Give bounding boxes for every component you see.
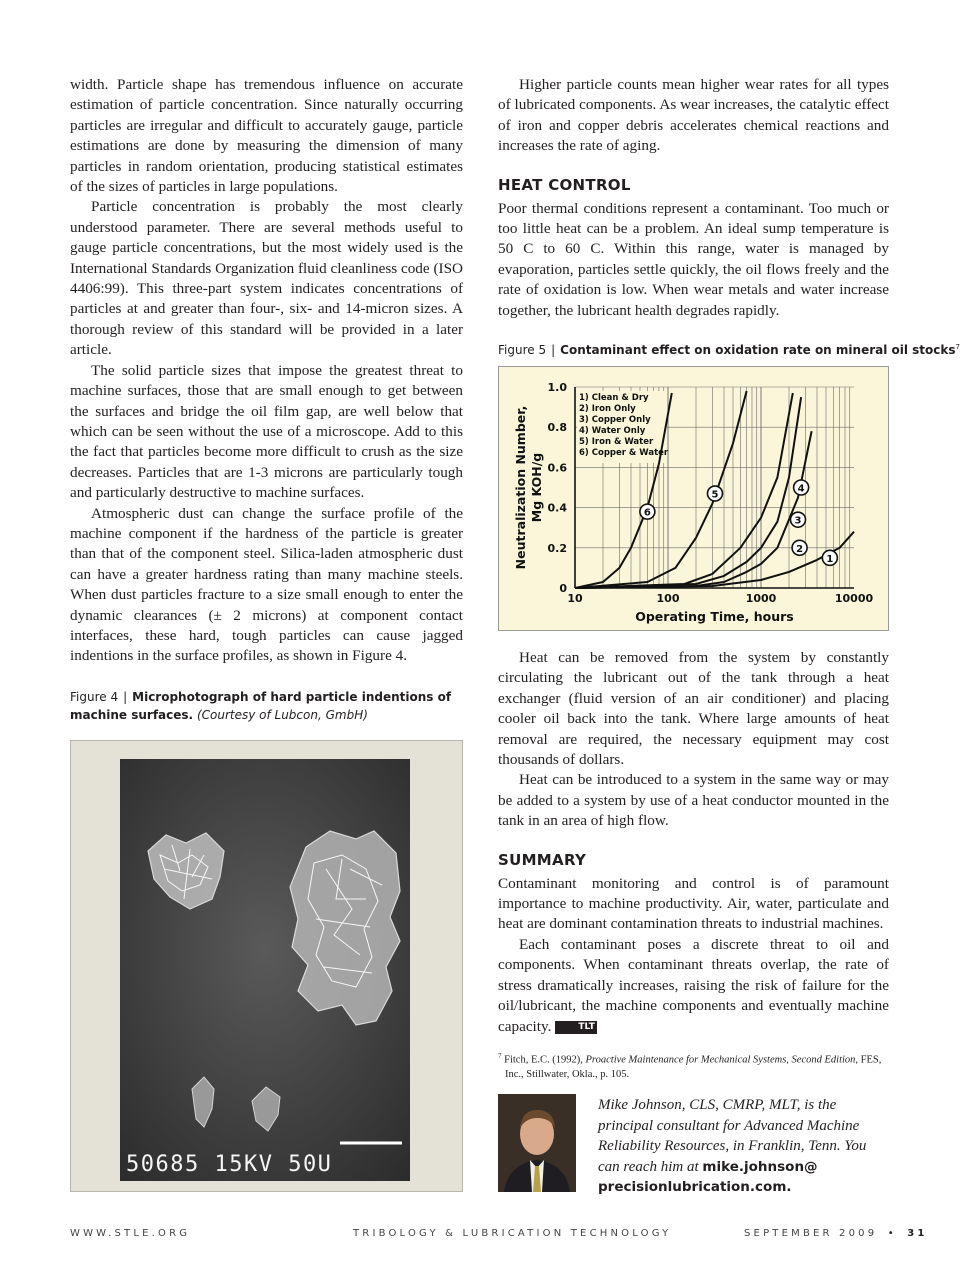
left-paragraph-4: Atmospheric dust can change the surface profile of the machine component if the hardness of the particle is greater than that of the component steel. Silica-laden atmospheric dust can have a greater hardness rating than many machine steels. When dust particles fracture to a size small enough to enter the dynamic clearances (± 2 microns) at component contact interfaces, these hard, tough particles can cause jagged indentions in the surface profiles, as shown in Figure 4. — [70, 504, 463, 665]
right-column-top — [498, 75, 889, 321]
figure-4-caption — [70, 688, 465, 724]
curve-marker-label-2: 2 — [796, 543, 804, 555]
curve-marker-label-6: 6 — [643, 507, 651, 519]
right-paragraph-6-text: Each contaminant poses a discrete threat to oil and components. When contaminant threats overlap, the rate of stress dramatically increases, raising the risk of failure for the oil/lubricant, the machine components and eventually machine capacity. — [498, 935, 889, 1035]
right-column-bottom — [498, 648, 889, 1082]
author-email-1[interactable]: mike.johnson@ — [702, 1158, 818, 1175]
footer-bullet: • — [887, 1228, 897, 1239]
right-paragraph-5: Contaminant monitoring and control is of paramount importance to machine productivity. Air, water, particulate and heat are dominant contamination threats to industrial machines. — [498, 874, 889, 933]
y-tick-label: 0.8 — [547, 421, 567, 435]
footer-page-info — [744, 1228, 928, 1239]
figure-5-frame — [498, 366, 889, 631]
legend-entry: 6) Copper & Water — [579, 448, 669, 458]
summary-heading: SUMMARY — [498, 850, 587, 869]
figure-4-separator: | — [123, 690, 128, 704]
footnote-text-pre: Fitch, E.C. (1992), — [504, 1054, 583, 1066]
footer-page-number: 31 — [907, 1228, 928, 1239]
footnote-number: 7 — [498, 1051, 502, 1060]
figure-4-label: Figure 4 — [70, 690, 119, 704]
figure-5-separator: | — [551, 343, 556, 357]
figure-5-title: Contaminant effect on oxidation rate on mineral oil stocks — [560, 343, 956, 357]
footer-magazine: TRIBOLOGY & LUBRICATION TECHNOLOGY — [353, 1228, 672, 1239]
left-paragraph-2: Particle concentration is probably the most clearly understood parameter. There are several methods useful to gauge particle concentrations, but the most widely used is the International Standards Organization fluid cleanliness code (ISO 4406:99). This three-part system indicates concentrations of particles at and greater than four-, six- and 14-micron sizes. A thorough review of this standard will be provided in a later article. — [70, 198, 463, 359]
y-tick-label: 0.6 — [547, 461, 567, 475]
author-photo — [498, 1094, 576, 1192]
microphotograph — [120, 759, 410, 1181]
sem-label: 50685 15KV 50U — [126, 1152, 333, 1177]
y-tick-label: 0.2 — [547, 541, 567, 555]
legend-entry: 4) Water Only — [579, 426, 646, 436]
curve-marker-label-1: 1 — [826, 553, 834, 565]
footer-site[interactable]: WWW.STLE.ORG — [70, 1228, 191, 1239]
curve-marker-label-4: 4 — [797, 483, 805, 495]
right-paragraph-1: Higher particle counts mean higher wear rates for all types of lubricated components. As wear increases, the catalytic effect of iron and copper debris accelerates chemical reactions and increases the rate of aging. — [498, 76, 889, 155]
x-tick-label: 100 — [656, 592, 680, 605]
figure-4-credit: (Courtesy of Lubcon, GmbH) — [196, 708, 368, 722]
figure-4-title: Microphotograph of hard particle indentions of machine surfaces. — [70, 690, 452, 722]
figure-5-ref: 7 — [955, 343, 960, 351]
y-axis-label-line-1: Neutralization Number, — [513, 405, 528, 570]
left-column — [70, 75, 463, 667]
left-paragraph-3: The solid particle sizes that impose the greatest threat to machine surfaces, those that are small enough to get between the surfaces and bridge the oil film gap, are well below that which can be seen without the use of a microscope. Add to this the fact that particles become more difficult to crush as the size decreases. Particles that are 1-3 microns are particularly tough and particularly destructive to machine surfaces. — [70, 361, 463, 502]
legend-entry: 1) Clean & Dry — [579, 393, 649, 403]
x-tick-label: 10 — [567, 592, 583, 605]
y-axis-label-line-2: Mg KOH/g — [529, 452, 544, 523]
y-tick-label: 1.0 — [547, 381, 567, 394]
curve-marker-label-5: 5 — [711, 489, 719, 501]
author-bio-text: Mike Johnson, CLS, CMRP, MLT, is the principal consultant for Advanced Machine Reliability Resources, in Franklin, Tenn. You can reach him at — [598, 1097, 867, 1175]
footnote-text-post: FES, Inc., Stillwater, Okla., p. 105. — [505, 1054, 882, 1081]
y-tick-label: 0.4 — [547, 501, 567, 515]
legend-entry: 2) Iron Only — [579, 404, 636, 414]
heat-control-heading: HEAT CONTROL — [498, 175, 631, 194]
right-paragraph-3: Heat can be removed from the system by constantly circulating the lubricant out of the tank through a heat exchanger (fluid version of an air conditioner) and placing cooler oil back into the tank. Where large amounts of heat removal are required, the necessary equipment may cost thousands of dollars. — [498, 649, 889, 769]
right-paragraph-4: Heat can be introduced to a system in the same way or may be added to a system by use of a heat conductor mounted in the tank in an area of high flow. — [498, 771, 889, 830]
legend-entry: 5) Iron & Water — [579, 437, 654, 447]
footnote — [498, 1049, 889, 1083]
x-tick-label: 1000 — [745, 592, 777, 605]
figure-5-caption — [498, 338, 960, 359]
left-paragraph-1: width. Particle shape has tremendous influence on accurate estimation of particle concentration. Since naturally occurring particles are irregular and difficult to accurately gauge, particle estimations are done by measuring the dimension of many particles in random orientation, producing statistical estimates of the sizes of particles in large populations. — [70, 76, 463, 196]
x-tick-label: 10000 — [834, 592, 874, 605]
tlt-end-mark: TLT — [555, 1021, 597, 1034]
footnote-text-title: Proactive Maintenance for Mechanical Systems, Second Edition, — [585, 1054, 859, 1066]
figure-5-label: Figure 5 — [498, 343, 547, 357]
author-email-2[interactable]: precisionlubrication.com. — [598, 1179, 792, 1195]
footer-date: SEPTEMBER 2009 — [744, 1228, 878, 1239]
right-paragraph-6 — [498, 935, 889, 1037]
x-axis-label: Operating Time, hours — [635, 609, 794, 624]
oxidation-chart — [499, 367, 888, 630]
particle-cluster-right — [290, 831, 400, 1025]
right-paragraph-2: Poor thermal conditions represent a contaminant. Too much or too little heat can be a problem. An ideal sump temperature is 50 C to 60 C. Within this range, water is managed by evaporation, particles settle quickly, the oil flows freely and the rate of oxidation is low. When wear metals and water increase together, the lubricant health degrades rapidly. — [498, 199, 889, 319]
legend-entry: 3) Copper Only — [579, 415, 651, 425]
curve-marker-label-3: 3 — [794, 515, 802, 527]
author-bio — [598, 1095, 890, 1198]
figure-4-frame — [70, 740, 463, 1192]
y-tick-label: 0 — [559, 582, 567, 595]
